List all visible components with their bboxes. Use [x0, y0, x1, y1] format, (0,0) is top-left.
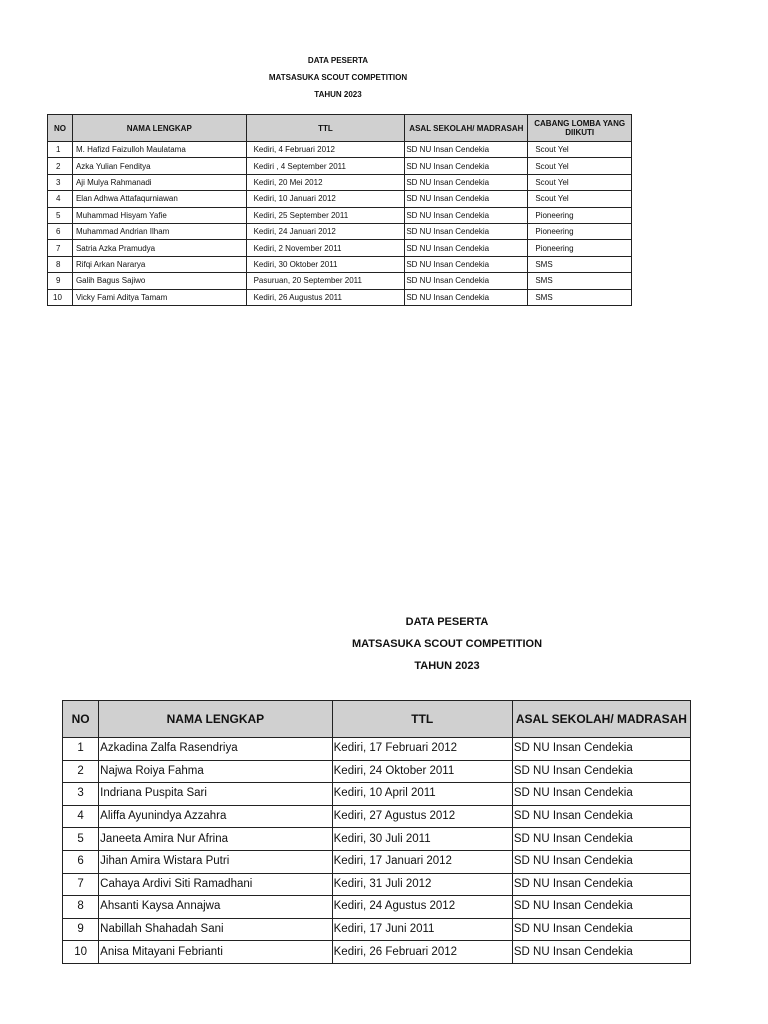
- cell-ttl: Kediri, 17 Juni 2011: [332, 918, 512, 941]
- cell-no: 1: [63, 738, 99, 761]
- cell-cabang: Pioneering: [528, 240, 632, 256]
- cell-asal: SD NU Insan Cendekia: [512, 828, 690, 851]
- cell-asal: SD NU Insan Cendekia: [405, 256, 528, 272]
- cell-ttl: Kediri, 2 November 2011: [246, 240, 405, 256]
- cell-cabang: Pioneering: [528, 223, 632, 239]
- cell-nama: Elan Adhwa Attafaqurniawan: [72, 191, 246, 207]
- table-row: [48, 207, 632, 223]
- cell-asal: SD NU Insan Cendekia: [512, 850, 690, 873]
- table-row: [48, 256, 632, 272]
- table-row: [48, 273, 632, 289]
- table-row: [48, 191, 632, 207]
- cell-no: 5: [48, 207, 73, 223]
- table-row: [48, 223, 632, 239]
- table-row: [48, 174, 632, 190]
- cell-ttl: Kediri, 24 Agustus 2012: [332, 896, 512, 919]
- section2-subtitle: MATSASUKA SCOUT COMPETITION: [351, 638, 543, 650]
- section1-title: DATA PESERTA: [307, 56, 369, 65]
- header-asal: ASAL SEKOLAH/ MADRASAH: [405, 115, 528, 142]
- cell-nama: Janeeta Amira Nur Afrina: [99, 828, 332, 851]
- header-ttl: TTL: [332, 701, 512, 738]
- cell-cabang: SMS: [528, 273, 632, 289]
- cell-cabang: SMS: [528, 289, 632, 305]
- table-row: [63, 850, 691, 873]
- cell-asal: SD NU Insan Cendekia: [405, 223, 528, 239]
- cell-asal: SD NU Insan Cendekia: [405, 174, 528, 190]
- cell-asal: SD NU Insan Cendekia: [512, 941, 690, 964]
- header-no: NO: [63, 701, 99, 738]
- header-nama: NAMA LENGKAP: [99, 701, 332, 738]
- cell-cabang: Pioneering: [528, 207, 632, 223]
- cell-no: 3: [48, 174, 73, 190]
- cell-ttl: Kediri, 10 Januari 2012: [246, 191, 405, 207]
- header-ttl: TTL: [246, 115, 405, 142]
- cell-no: 1: [48, 142, 73, 158]
- cell-cabang: SMS: [528, 256, 632, 272]
- cell-nama: Aji Mulya Rahmanadi: [72, 174, 246, 190]
- cell-no: 10: [63, 941, 99, 964]
- cell-asal: SD NU Insan Cendekia: [405, 207, 528, 223]
- cell-ttl: Kediri, 24 Januari 2012: [246, 223, 405, 239]
- cell-no: 5: [63, 828, 99, 851]
- cell-ttl: Pasuruan, 20 September 2011: [246, 273, 405, 289]
- cell-no: 8: [63, 896, 99, 919]
- cell-asal: SD NU Insan Cendekia: [405, 273, 528, 289]
- cell-ttl: Kediri, 10 April 2011: [332, 783, 512, 806]
- cell-asal: SD NU Insan Cendekia: [405, 191, 528, 207]
- cell-cabang: Scout Yel: [528, 191, 632, 207]
- cell-asal: SD NU Insan Cendekia: [512, 805, 690, 828]
- cell-nama: Muhammad Hisyam Yafie: [72, 207, 246, 223]
- table-row: [63, 941, 691, 964]
- cell-no: 7: [48, 240, 73, 256]
- cell-no: 6: [48, 223, 73, 239]
- cell-ttl: Kediri, 24 Oktober 2011: [332, 760, 512, 783]
- cell-ttl: Kediri, 17 Februari 2012: [332, 738, 512, 761]
- table-row: [63, 760, 691, 783]
- cell-no: 2: [63, 760, 99, 783]
- cell-no: 10: [48, 289, 73, 305]
- cell-ttl: Kediri, 30 Juli 2011: [332, 828, 512, 851]
- table-row: [48, 142, 632, 158]
- cell-ttl: Kediri, 4 Februari 2012: [246, 142, 405, 158]
- header-asal: ASAL SEKOLAH/ MADRASAH: [512, 701, 690, 738]
- table-header-row: [63, 701, 691, 738]
- cell-nama: Rifqi Arkan Nararya: [72, 256, 246, 272]
- cell-asal: SD NU Insan Cendekia: [405, 240, 528, 256]
- cell-no: 4: [63, 805, 99, 828]
- table-row: [63, 805, 691, 828]
- cell-asal: SD NU Insan Cendekia: [512, 760, 690, 783]
- table-row: [48, 289, 632, 305]
- cell-nama: Azka Yulian Fenditya: [72, 158, 246, 174]
- table-row: [63, 896, 691, 919]
- cell-no: 9: [63, 918, 99, 941]
- cell-asal: SD NU Insan Cendekia: [512, 896, 690, 919]
- cell-no: 4: [48, 191, 73, 207]
- cell-nama: Azkadina Zalfa Rasendriya: [99, 738, 332, 761]
- cell-asal: SD NU Insan Cendekia: [512, 738, 690, 761]
- cell-no: 7: [63, 873, 99, 896]
- table-row: [63, 873, 691, 896]
- section2-title: DATA PESERTA: [405, 616, 489, 628]
- cell-nama: Ahsanti Kaysa Annajwa: [99, 896, 332, 919]
- section1-participant-table: [47, 114, 632, 306]
- table-row: [63, 783, 691, 806]
- cell-asal: SD NU Insan Cendekia: [405, 158, 528, 174]
- section2-title-block: [0, 611, 768, 677]
- cell-asal: SD NU Insan Cendekia: [512, 918, 690, 941]
- cell-nama: Indriana Puspita Sari: [99, 783, 332, 806]
- cell-nama: Cahaya Ardivi Siti Ramadhani: [99, 873, 332, 896]
- section2-participant-table: [62, 700, 691, 964]
- table-row: [63, 828, 691, 851]
- cell-no: 9: [48, 273, 73, 289]
- cell-ttl: Kediri, 31 Juli 2012: [332, 873, 512, 896]
- header-cabang: CABANG LOMBA YANG DIIKUTI: [528, 115, 632, 142]
- cell-nama: Muhammad Andrian Ilham: [72, 223, 246, 239]
- cell-nama: M. Hafizd Faizulloh Maulatama: [72, 142, 246, 158]
- cell-no: 3: [63, 783, 99, 806]
- cell-ttl: Kediri , 4 September 2011: [246, 158, 405, 174]
- cell-nama: Galih Bagus Sajiwo: [72, 273, 246, 289]
- cell-ttl: Kediri, 26 Februari 2012: [332, 941, 512, 964]
- cell-no: 6: [63, 850, 99, 873]
- section1-title-block: [0, 52, 676, 103]
- cell-ttl: Kediri, 17 Januari 2012: [332, 850, 512, 873]
- cell-nama: Satria Azka Pramudya: [72, 240, 246, 256]
- cell-nama: Vicky Fami Aditya Tamam: [72, 289, 246, 305]
- header-no: NO: [48, 115, 73, 142]
- cell-asal: SD NU Insan Cendekia: [405, 142, 528, 158]
- section1-subtitle: MATSASUKA SCOUT COMPETITION: [268, 73, 408, 82]
- table-row: [63, 738, 691, 761]
- cell-cabang: Scout Yel: [528, 142, 632, 158]
- cell-nama: Aliffa Ayunindya Azzahra: [99, 805, 332, 828]
- cell-asal: SD NU Insan Cendekia: [512, 873, 690, 896]
- header-nama: NAMA LENGKAP: [72, 115, 246, 142]
- cell-no: 2: [48, 158, 73, 174]
- cell-ttl: Kediri, 20 Mei 2012: [246, 174, 405, 190]
- cell-no: 8: [48, 256, 73, 272]
- cell-asal: SD NU Insan Cendekia: [512, 783, 690, 806]
- section1-year: TAHUN 2023: [314, 90, 362, 99]
- cell-asal: SD NU Insan Cendekia: [405, 289, 528, 305]
- cell-ttl: Kediri, 27 Agustus 2012: [332, 805, 512, 828]
- table-row: [48, 240, 632, 256]
- cell-nama: Najwa Roiya Fahma: [99, 760, 332, 783]
- cell-ttl: Kediri, 25 September 2011: [246, 207, 405, 223]
- section2-year: TAHUN 2023: [414, 660, 480, 672]
- cell-ttl: Kediri, 30 Oktober 2011: [246, 256, 405, 272]
- table-row: [48, 158, 632, 174]
- table-row: [63, 918, 691, 941]
- cell-nama: Nabillah Shahadah Sani: [99, 918, 332, 941]
- cell-nama: Jihan Amira Wistara Putri: [99, 850, 332, 873]
- cell-cabang: Scout Yel: [528, 158, 632, 174]
- cell-nama: Anisa Mitayani Febrianti: [99, 941, 332, 964]
- table-header-row: [48, 115, 632, 142]
- cell-ttl: Kediri, 26 Augustus 2011: [246, 289, 405, 305]
- cell-cabang: Scout Yel: [528, 174, 632, 190]
